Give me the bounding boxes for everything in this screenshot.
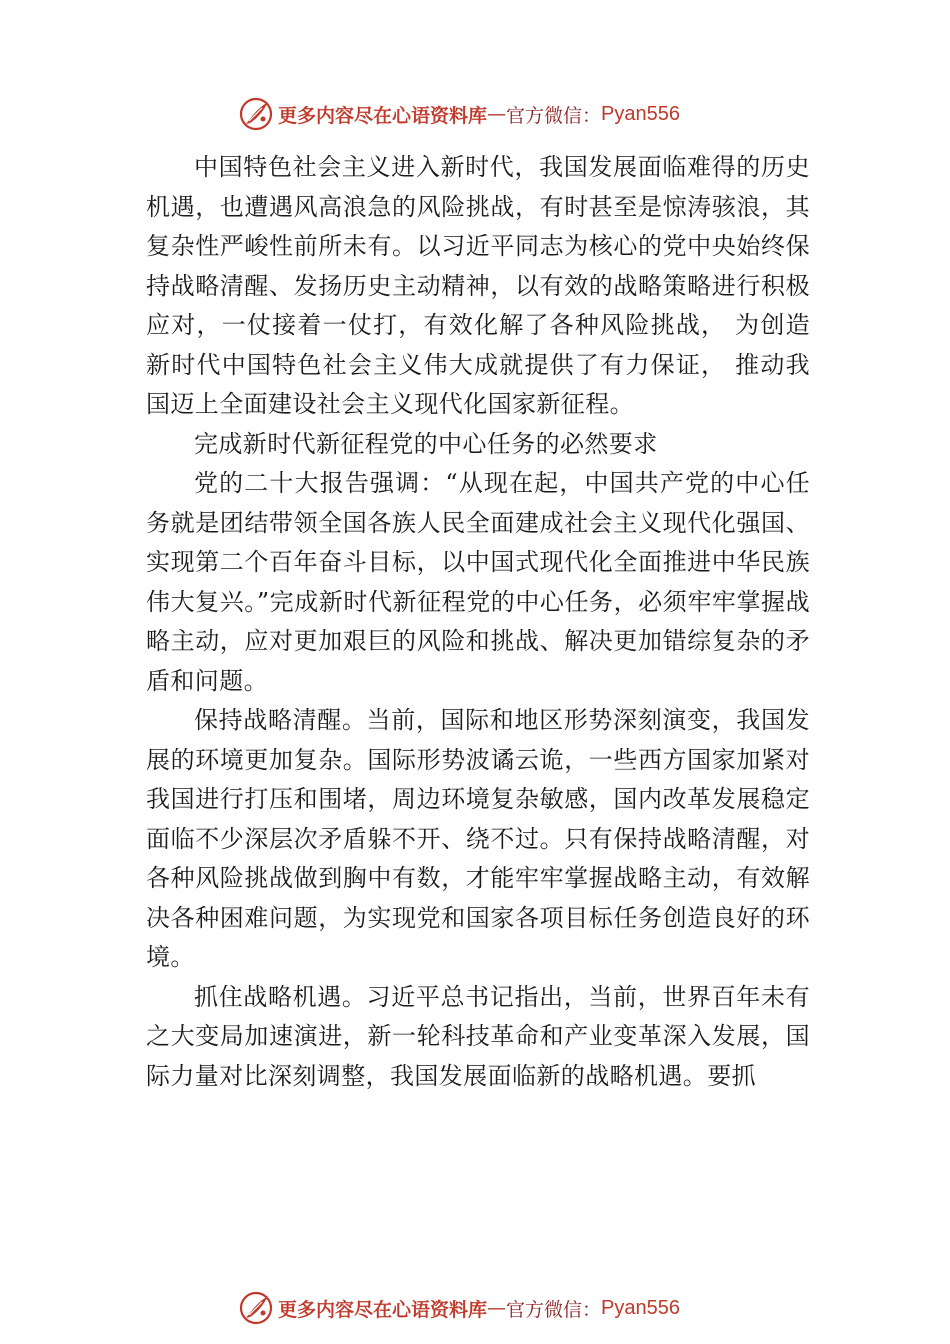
banner-dash: — xyxy=(487,103,507,125)
banner-wechat-label: 官方微信： xyxy=(506,104,602,127)
quill-pen-logo-icon xyxy=(238,1290,274,1326)
banner-wechat-id: Pyan556 xyxy=(601,1296,680,1319)
document-body xyxy=(146,148,810,1096)
footer-banner xyxy=(238,1288,758,1328)
header-banner xyxy=(238,94,758,134)
paragraph: 保持战略清醒。当前，国际和地区形势深刻演变，我国发展的环境更加复杂。国际形势波谲云诡，一些西方国家加紧对我国进行打压和围堵，周边环境复杂敏感，国内改革发展稳定面临不少深层次矛盾躲不开、绕不过。只有保持战略清醒，对各种风险挑战做到胸中有数，才能牢牢掌握战略主动，有效解决各种困难问题，为实现党和国家各项目标任务创造良好的环境。 xyxy=(146,706,810,971)
banner-dash: — xyxy=(487,1297,507,1319)
paragraph: 党的二十大报告强调：“从现在起，中国共产党的中心任务就是团结带领全国各族人民全面建成社会主义现代化强国、实现第二个百年奋斗目标，以中国式现代化全面推进中华民族伟大复兴。”完成新时代新征程党的中心任务，必须牢牢掌握战略主动，应对更加艰巨的风险和挑战、解决更加错综复杂的矛盾和问题。 xyxy=(146,469,810,695)
banner-wechat-id: Pyan556 xyxy=(601,102,680,125)
banner-slogan: 更多内容尽在心语资料库 xyxy=(278,1298,488,1321)
section-heading: 完成新时代新征程党的中心任务的必然要求 xyxy=(194,429,658,458)
quill-pen-logo-icon xyxy=(238,96,274,132)
banner-slogan: 更多内容尽在心语资料库 xyxy=(278,104,488,127)
paragraph: 中国特色社会主义进入新时代，我国发展面临难得的历史机遇，也遭遇风高浪急的风险挑战，有时甚至是惊涛骇浪，其复杂性严峻性前所未有。以习近平同志为核心的党中央始终保持战略清醒、发扬历史主动精神，以有效的战略策略进行积极应对，一仗接着一仗打，有效化解了各种风险挑战， 为创造新时代中国特色社会主义伟大成就提供了有力保证， 推动我国迈上全面建设社会主义现代化国家新征程。 xyxy=(146,153,810,418)
paragraph: 抓住战略机遇。习近平总书记指出，当前，世界百年未有之大变局加速演进，新一轮科技革命和产业变革深入发展，国际力量对比深刻调整，我国发展面临新的战略机遇。要抓 xyxy=(146,982,810,1090)
banner-wechat-label: 官方微信： xyxy=(506,1298,602,1321)
